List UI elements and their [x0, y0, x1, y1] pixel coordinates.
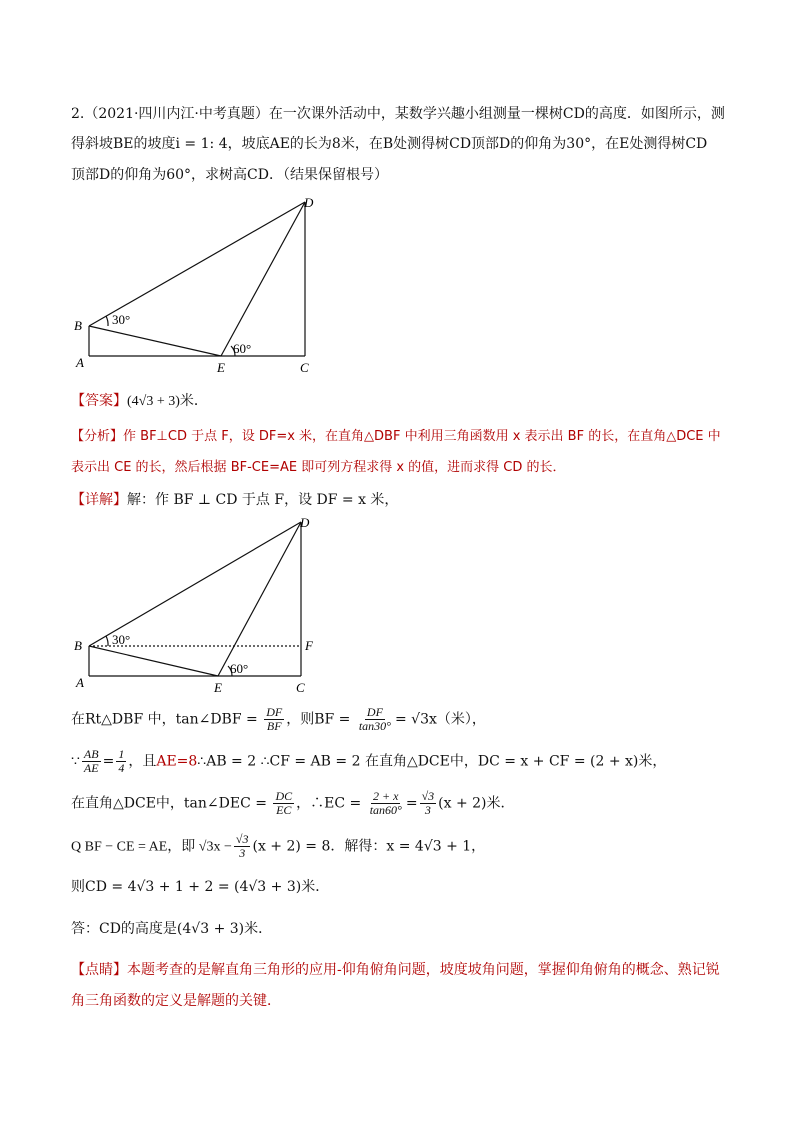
solution-answer: 答：CD的高度是(4√3 + 3)米．: [71, 921, 273, 937]
answer-line: [71, 390, 208, 410]
fraction-df-bf: [264, 706, 284, 733]
frac-num: DF: [266, 705, 283, 719]
step1-text-c: = √3x（米），: [394, 711, 486, 728]
frac-num: DF: [366, 705, 383, 719]
fraction-root3-3b: [234, 833, 251, 860]
fig2-label-d: D: [300, 515, 310, 530]
solution-step-2: [71, 748, 666, 775]
step4-text-b: (x + 2) = 8．解得：x = 4√3 + 1，: [252, 838, 486, 855]
solution-step-4: [71, 833, 485, 860]
fig2-angle-e: 60°: [230, 661, 249, 676]
analysis-text-1: 作 BF⊥CD 于点 F，设 DF=x 米，在直角△DBF 中利用三角函数用 x 表示出 BF 的长，在直角△DCE 中: [123, 429, 721, 444]
answer-tag: 【答案】: [71, 393, 127, 409]
comment-line-2: 角三角函数的定义是解题的关键．: [71, 993, 281, 1009]
fig1-label-b: B: [74, 318, 82, 333]
step2-text-a: ∵: [71, 753, 80, 770]
comment-tag: 【点睛】: [71, 962, 127, 978]
frac-num: √3: [235, 832, 249, 846]
fig2-label-b: B: [74, 638, 82, 653]
fraction-ab-ae: [82, 748, 101, 775]
step2-text-d: ∴AB = 2 ∴CF = AB = 2 在直角△DCE中，DC = x + CF = (2 + x)米，: [197, 753, 667, 770]
step1-text-a: 在Rt△DBF 中，tan∠DBF =: [71, 711, 258, 728]
step4-text-a: Q BF − CE = AE，即 √3x −: [71, 839, 232, 855]
step3-text-c: =: [405, 795, 418, 812]
step3-text-a: 在直角△DCE中，tan∠DEC =: [71, 795, 267, 812]
frac-den: BF: [266, 719, 282, 733]
frac-num: √3: [421, 789, 435, 803]
answer-value: (4√3 + 3)米．: [127, 394, 208, 409]
frac-den: 3: [239, 846, 246, 860]
fig2-label-f: F: [305, 638, 313, 653]
comment-text-1: 本题考查的是解直角三角形的应用-仰角俯角问题，坡度坡角问题，掌握仰角俯角的概念、熟记锐: [127, 962, 720, 978]
fig2-angle-b: 30°: [112, 632, 131, 647]
frac-num: 2 + x: [373, 789, 399, 803]
step2-text-b: =: [102, 753, 115, 770]
analysis-line-2: 表示出 CE 的长，然后根据 BF-CE=AE 即可列方程求得 x 的值，进而求得 CD 的长．: [71, 460, 566, 475]
detail-tag: 【详解】: [71, 492, 127, 508]
solution-step-3: [71, 790, 515, 817]
fig2-label-c: C: [296, 680, 305, 695]
step3-text-d: (x + 2)米．: [438, 795, 515, 812]
problem-line-3: 顶部D的仰角为60°，求树高CD．（结果保留根号）: [71, 167, 388, 183]
fig1-angle-b: 30°: [112, 312, 131, 327]
step1-text-b: ，则BF =: [286, 711, 351, 728]
fig2-label-e: E: [214, 680, 222, 695]
step2-highlight: AE=8: [156, 753, 198, 770]
detail-line: [71, 489, 398, 509]
fig1-angle-e: 60°: [233, 341, 252, 356]
frac-den: EC: [276, 803, 292, 817]
step2-text-c: ，且: [128, 753, 157, 770]
fig1-label-e: E: [217, 360, 225, 375]
fraction-2x-tan60: [368, 790, 404, 817]
frac-den: AE: [83, 761, 99, 775]
frac-den: 3: [424, 803, 431, 817]
frac-den: tan60°: [369, 803, 402, 817]
fraction-root3-3: [420, 790, 437, 817]
fraction-df-tan30: [357, 706, 393, 733]
frac-num: 1: [118, 747, 125, 761]
figure-1: [70, 190, 330, 375]
solution-step-1: [71, 706, 486, 733]
problem-line-1: 2.（2021·四川内江·中考真题）在一次课外活动中，某数学兴趣小组测量一棵树CD的高度．如图所示，测: [71, 106, 725, 122]
frac-den: tan30°: [358, 719, 391, 733]
fraction-dc-ec: [273, 790, 294, 817]
solution-step-5: 则CD = 4√3 + 1 + 2 = (4√3 + 3)米．: [71, 879, 330, 895]
frac-num: DC: [275, 789, 293, 803]
comment-line-1: [71, 959, 720, 979]
figure-2: [70, 510, 330, 695]
step3-text-b: ，∴EC =: [296, 795, 362, 812]
fraction-1-4: [116, 748, 126, 775]
analysis-tag: 【分析】: [71, 429, 124, 444]
problem-line-2: 得斜坡BE的坡度i = 1: 4，坡底AE的长为8米，在B处测得树CD顶部D的仰角为30°，在E处测得树CD: [71, 136, 708, 152]
fig1-label-a: A: [76, 355, 84, 370]
analysis-line-1: [71, 425, 721, 444]
fig1-label-d: D: [304, 195, 314, 210]
frac-num: AB: [83, 747, 99, 761]
detail-text: 解：作 BF ⊥ CD 于点 F，设 DF = x 米，: [127, 492, 399, 508]
fig1-label-c: C: [300, 360, 309, 375]
fig2-label-a: A: [76, 675, 84, 690]
frac-den: 4: [118, 761, 125, 775]
